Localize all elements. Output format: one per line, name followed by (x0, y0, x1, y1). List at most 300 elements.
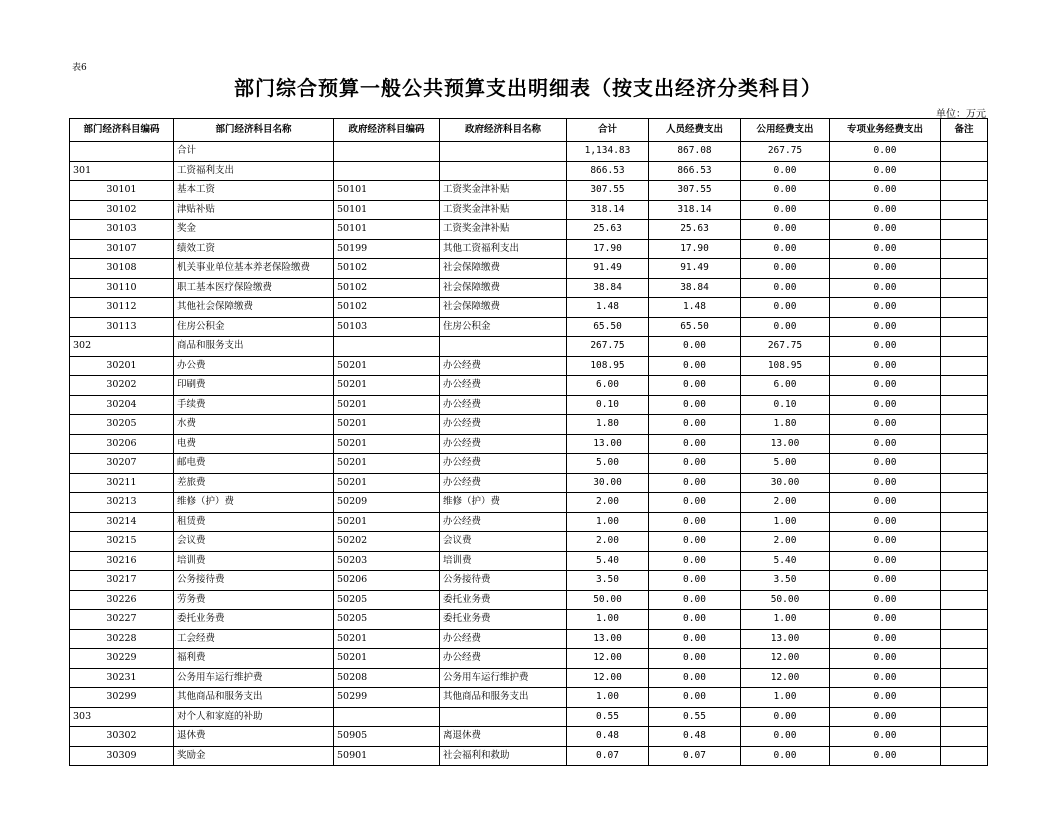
cell-total: 0.10 (567, 395, 649, 415)
cell-dept-code: 30101 (70, 181, 174, 201)
table-row (70, 376, 988, 396)
table-row (70, 571, 988, 591)
cell-total: 5.00 (567, 454, 649, 474)
table-row (70, 688, 988, 708)
cell-note (941, 356, 988, 376)
table-number-label: 表6 (72, 63, 87, 73)
cell-personnel: 17.90 (649, 239, 741, 259)
cell-note (941, 610, 988, 630)
cell-note (941, 473, 988, 493)
cell-public: 0.00 (741, 220, 830, 240)
table-row (70, 493, 988, 513)
table-row (70, 629, 988, 649)
cell-note (941, 434, 988, 454)
cell-dept-code: 302 (70, 337, 174, 357)
cell-dept-code: 30205 (70, 415, 174, 435)
cell-personnel: 0.00 (649, 590, 741, 610)
cell-personnel: 0.00 (649, 512, 741, 532)
cell-special: 0.00 (830, 356, 941, 376)
cell-dept-name: 机关事业单位基本养老保险缴费 (174, 259, 334, 279)
cell-gov-name (440, 161, 567, 181)
cell-note (941, 161, 988, 181)
cell-public: 50.00 (741, 590, 830, 610)
cell-total: 91.49 (567, 259, 649, 279)
cell-note (941, 259, 988, 279)
cell-gov-code: 50201 (334, 415, 440, 435)
cell-total: 38.84 (567, 278, 649, 298)
cell-dept-name: 委托业务费 (174, 610, 334, 630)
cell-personnel: 25.63 (649, 220, 741, 240)
cell-dept-name: 津贴补贴 (174, 200, 334, 220)
cell-gov-name: 离退休费 (440, 727, 567, 747)
cell-dept-name: 奖金 (174, 220, 334, 240)
cell-gov-code: 50201 (334, 649, 440, 669)
cell-public: 0.00 (741, 181, 830, 201)
cell-dept-name: 奖励金 (174, 746, 334, 766)
cell-public: 0.00 (741, 746, 830, 766)
cell-dept-code: 30113 (70, 317, 174, 337)
cell-gov-code (334, 337, 440, 357)
cell-gov-name: 会议费 (440, 532, 567, 552)
cell-dept-name: 会议费 (174, 532, 334, 552)
cell-note (941, 142, 988, 162)
cell-special: 0.00 (830, 278, 941, 298)
cell-dept-code: 30216 (70, 551, 174, 571)
cell-dept-code: 30227 (70, 610, 174, 630)
cell-special: 0.00 (830, 415, 941, 435)
cell-gov-name: 其他商品和服务支出 (440, 688, 567, 708)
cell-dept-code: 30102 (70, 200, 174, 220)
cell-dept-code: 30211 (70, 473, 174, 493)
header-total: 合计 (567, 119, 649, 142)
table-row (70, 317, 988, 337)
cell-public: 267.75 (741, 337, 830, 357)
cell-public: 0.00 (741, 239, 830, 259)
table-row (70, 727, 988, 747)
cell-public: 1.00 (741, 688, 830, 708)
cell-dept-name: 绩效工资 (174, 239, 334, 259)
cell-dept-name: 工资福利支出 (174, 161, 334, 181)
cell-public: 2.00 (741, 532, 830, 552)
cell-gov-name (440, 337, 567, 357)
cell-gov-code: 50209 (334, 493, 440, 513)
table-body (70, 142, 988, 766)
cell-total: 2.00 (567, 532, 649, 552)
table-row (70, 610, 988, 630)
cell-public: 2.00 (741, 493, 830, 513)
table-row (70, 551, 988, 571)
cell-gov-code: 50201 (334, 376, 440, 396)
table-row (70, 746, 988, 766)
cell-personnel: 0.00 (649, 493, 741, 513)
header-note: 备注 (941, 119, 988, 142)
cell-gov-code: 50201 (334, 395, 440, 415)
cell-gov-name: 住房公积金 (440, 317, 567, 337)
cell-dept-code: 30229 (70, 649, 174, 669)
cell-total: 108.95 (567, 356, 649, 376)
cell-dept-name: 差旅费 (174, 473, 334, 493)
cell-personnel: 318.14 (649, 200, 741, 220)
header-gov-name: 政府经济科目名称 (440, 119, 567, 142)
cell-gov-code: 50103 (334, 317, 440, 337)
cell-note (941, 415, 988, 435)
cell-personnel: 0.00 (649, 551, 741, 571)
table-row (70, 142, 988, 162)
cell-personnel: 0.00 (649, 688, 741, 708)
cell-note (941, 551, 988, 571)
cell-personnel: 0.00 (649, 376, 741, 396)
cell-gov-code: 50901 (334, 746, 440, 766)
cell-special: 0.00 (830, 317, 941, 337)
cell-personnel: 0.00 (649, 629, 741, 649)
cell-total: 2.00 (567, 493, 649, 513)
cell-special: 0.00 (830, 298, 941, 318)
cell-dept-name: 退休费 (174, 727, 334, 747)
cell-special: 0.00 (830, 746, 941, 766)
cell-gov-code (334, 707, 440, 727)
cell-gov-name: 培训费 (440, 551, 567, 571)
cell-dept-name: 其他商品和服务支出 (174, 688, 334, 708)
table-header-row (70, 119, 988, 142)
cell-total: 1.00 (567, 688, 649, 708)
cell-personnel: 0.48 (649, 727, 741, 747)
cell-note (941, 239, 988, 259)
table-row (70, 181, 988, 201)
cell-public: 0.00 (741, 317, 830, 337)
cell-public: 30.00 (741, 473, 830, 493)
cell-note (941, 317, 988, 337)
cell-public: 13.00 (741, 434, 830, 454)
cell-note (941, 649, 988, 669)
cell-dept-code: 30215 (70, 532, 174, 552)
cell-note (941, 707, 988, 727)
cell-total: 6.00 (567, 376, 649, 396)
header-gov-code: 政府经济科目编码 (334, 119, 440, 142)
cell-personnel: 0.00 (649, 415, 741, 435)
table-row (70, 434, 988, 454)
table-row (70, 278, 988, 298)
cell-note (941, 200, 988, 220)
table-row (70, 161, 988, 181)
cell-gov-name (440, 707, 567, 727)
cell-special: 0.00 (830, 473, 941, 493)
cell-special: 0.00 (830, 629, 941, 649)
cell-total: 1,134.83 (567, 142, 649, 162)
cell-gov-name: 社会福利和救助 (440, 746, 567, 766)
cell-special: 0.00 (830, 707, 941, 727)
cell-public: 12.00 (741, 668, 830, 688)
cell-gov-name: 办公经费 (440, 356, 567, 376)
cell-gov-name: 办公经费 (440, 512, 567, 532)
header-special: 专项业务经费支出 (830, 119, 941, 142)
cell-personnel: 0.00 (649, 649, 741, 669)
cell-gov-code (334, 161, 440, 181)
cell-note (941, 688, 988, 708)
cell-dept-name: 劳务费 (174, 590, 334, 610)
cell-dept-name: 印刷费 (174, 376, 334, 396)
cell-gov-code: 50101 (334, 181, 440, 201)
cell-personnel: 0.00 (649, 454, 741, 474)
cell-special: 0.00 (830, 181, 941, 201)
cell-special: 0.00 (830, 376, 941, 396)
cell-dept-name: 对个人和家庭的补助 (174, 707, 334, 727)
cell-personnel: 866.53 (649, 161, 741, 181)
header-dept-code: 部门经济科目编码 (70, 119, 174, 142)
cell-special: 0.00 (830, 688, 941, 708)
cell-public: 108.95 (741, 356, 830, 376)
cell-dept-name: 基本工资 (174, 181, 334, 201)
cell-public: 267.75 (741, 142, 830, 162)
cell-note (941, 571, 988, 591)
cell-dept-code: 30309 (70, 746, 174, 766)
table-row (70, 259, 988, 279)
table-row (70, 415, 988, 435)
cell-dept-name: 职工基本医疗保险缴费 (174, 278, 334, 298)
cell-special: 0.00 (830, 551, 941, 571)
cell-special: 0.00 (830, 493, 941, 513)
cell-gov-name: 办公经费 (440, 454, 567, 474)
table-row (70, 200, 988, 220)
cell-total: 13.00 (567, 434, 649, 454)
cell-public: 0.10 (741, 395, 830, 415)
cell-public: 0.00 (741, 707, 830, 727)
cell-note (941, 278, 988, 298)
cell-note (941, 668, 988, 688)
cell-personnel: 0.55 (649, 707, 741, 727)
cell-personnel: 38.84 (649, 278, 741, 298)
table-row (70, 395, 988, 415)
cell-total: 5.40 (567, 551, 649, 571)
cell-public: 0.00 (741, 259, 830, 279)
cell-gov-name: 社会保障缴费 (440, 278, 567, 298)
cell-gov-name: 社会保障缴费 (440, 259, 567, 279)
cell-dept-name: 办公费 (174, 356, 334, 376)
cell-gov-name: 工资奖金津补贴 (440, 181, 567, 201)
cell-personnel: 1.48 (649, 298, 741, 318)
cell-dept-code: 30214 (70, 512, 174, 532)
cell-gov-name (440, 142, 567, 162)
cell-dept-name: 合计 (174, 142, 334, 162)
cell-dept-name: 维修（护）费 (174, 493, 334, 513)
cell-gov-name: 办公经费 (440, 629, 567, 649)
cell-dept-code: 30207 (70, 454, 174, 474)
cell-dept-code: 30112 (70, 298, 174, 318)
cell-special: 0.00 (830, 220, 941, 240)
cell-public: 5.40 (741, 551, 830, 571)
cell-public: 1.80 (741, 415, 830, 435)
table-row (70, 590, 988, 610)
cell-note (941, 629, 988, 649)
header-personnel: 人员经费支出 (649, 119, 741, 142)
cell-total: 1.80 (567, 415, 649, 435)
cell-dept-name: 商品和服务支出 (174, 337, 334, 357)
cell-gov-name: 社会保障缴费 (440, 298, 567, 318)
cell-public: 0.00 (741, 200, 830, 220)
cell-special: 0.00 (830, 532, 941, 552)
table-row (70, 298, 988, 318)
cell-personnel: 0.00 (649, 337, 741, 357)
cell-dept-code: 30226 (70, 590, 174, 610)
header-public: 公用经费支出 (741, 119, 830, 142)
cell-gov-code (334, 142, 440, 162)
cell-dept-code: 30107 (70, 239, 174, 259)
cell-special: 0.00 (830, 337, 941, 357)
cell-total: 267.75 (567, 337, 649, 357)
cell-public: 13.00 (741, 629, 830, 649)
cell-total: 307.55 (567, 181, 649, 201)
cell-gov-code: 50102 (334, 259, 440, 279)
cell-personnel: 0.00 (649, 532, 741, 552)
cell-total: 0.48 (567, 727, 649, 747)
page-title: 部门综合预算一般公共预算支出明细表（按支出经济分类科目） (234, 76, 822, 100)
cell-note (941, 590, 988, 610)
cell-total: 866.53 (567, 161, 649, 181)
cell-public: 0.00 (741, 727, 830, 747)
cell-special: 0.00 (830, 161, 941, 181)
cell-gov-code: 50202 (334, 532, 440, 552)
cell-dept-code: 30201 (70, 356, 174, 376)
cell-special: 0.00 (830, 512, 941, 532)
cell-gov-name: 其他工资福利支出 (440, 239, 567, 259)
cell-special: 0.00 (830, 200, 941, 220)
cell-special: 0.00 (830, 571, 941, 591)
cell-public: 3.50 (741, 571, 830, 591)
cell-personnel: 0.00 (649, 571, 741, 591)
cell-special: 0.00 (830, 434, 941, 454)
table-row (70, 356, 988, 376)
cell-public: 6.00 (741, 376, 830, 396)
cell-gov-code: 50299 (334, 688, 440, 708)
cell-total: 25.63 (567, 220, 649, 240)
cell-note (941, 532, 988, 552)
table-row (70, 649, 988, 669)
cell-note (941, 727, 988, 747)
cell-public: 12.00 (741, 649, 830, 669)
cell-public: 0.00 (741, 278, 830, 298)
cell-note (941, 337, 988, 357)
cell-gov-code: 50205 (334, 610, 440, 630)
cell-personnel: 0.00 (649, 610, 741, 630)
cell-dept-code: 30231 (70, 668, 174, 688)
cell-total: 30.00 (567, 473, 649, 493)
cell-personnel: 0.00 (649, 473, 741, 493)
cell-gov-code: 50208 (334, 668, 440, 688)
cell-public: 0.00 (741, 298, 830, 318)
cell-total: 3.50 (567, 571, 649, 591)
cell-note (941, 493, 988, 513)
cell-total: 1.00 (567, 610, 649, 630)
cell-special: 0.00 (830, 649, 941, 669)
cell-special: 0.00 (830, 668, 941, 688)
cell-special: 0.00 (830, 142, 941, 162)
cell-note (941, 298, 988, 318)
cell-dept-name: 电费 (174, 434, 334, 454)
cell-personnel: 0.00 (649, 395, 741, 415)
cell-personnel: 0.00 (649, 356, 741, 376)
cell-dept-code: 30206 (70, 434, 174, 454)
cell-personnel: 65.50 (649, 317, 741, 337)
table-row (70, 668, 988, 688)
cell-dept-name: 邮电费 (174, 454, 334, 474)
cell-total: 318.14 (567, 200, 649, 220)
cell-gov-code: 50199 (334, 239, 440, 259)
cell-gov-name: 办公经费 (440, 376, 567, 396)
cell-public: 5.00 (741, 454, 830, 474)
cell-total: 0.07 (567, 746, 649, 766)
cell-public: 1.00 (741, 512, 830, 532)
cell-special: 0.00 (830, 239, 941, 259)
cell-dept-name: 工会经费 (174, 629, 334, 649)
cell-dept-code (70, 142, 174, 162)
cell-dept-name: 水费 (174, 415, 334, 435)
cell-special: 0.00 (830, 395, 941, 415)
cell-total: 1.00 (567, 512, 649, 532)
cell-dept-code: 30108 (70, 259, 174, 279)
table-row (70, 239, 988, 259)
table-row (70, 473, 988, 493)
cell-gov-name: 委托业务费 (440, 590, 567, 610)
unit-label: 单位：万元 (936, 109, 986, 120)
cell-dept-code: 30228 (70, 629, 174, 649)
cell-total: 65.50 (567, 317, 649, 337)
table-row (70, 220, 988, 240)
cell-personnel: 0.00 (649, 434, 741, 454)
cell-special: 0.00 (830, 610, 941, 630)
cell-gov-code: 50201 (334, 473, 440, 493)
cell-public: 0.00 (741, 161, 830, 181)
cell-total: 12.00 (567, 649, 649, 669)
budget-detail-table (69, 118, 988, 766)
cell-gov-name: 工资奖金津补贴 (440, 220, 567, 240)
cell-special: 0.00 (830, 590, 941, 610)
cell-personnel: 307.55 (649, 181, 741, 201)
cell-dept-code: 30103 (70, 220, 174, 240)
cell-special: 0.00 (830, 259, 941, 279)
cell-gov-code: 50201 (334, 356, 440, 376)
cell-total: 1.48 (567, 298, 649, 318)
cell-gov-name: 办公经费 (440, 434, 567, 454)
cell-gov-code: 50201 (334, 434, 440, 454)
cell-personnel: 91.49 (649, 259, 741, 279)
cell-dept-code: 30213 (70, 493, 174, 513)
cell-dept-name: 手续费 (174, 395, 334, 415)
cell-gov-code: 50102 (334, 278, 440, 298)
cell-total: 13.00 (567, 629, 649, 649)
cell-gov-code: 50201 (334, 512, 440, 532)
cell-gov-name: 办公经费 (440, 473, 567, 493)
cell-gov-code: 50102 (334, 298, 440, 318)
cell-total: 50.00 (567, 590, 649, 610)
cell-gov-name: 公务接待费 (440, 571, 567, 591)
cell-gov-code: 50203 (334, 551, 440, 571)
cell-dept-name: 住房公积金 (174, 317, 334, 337)
cell-note (941, 746, 988, 766)
table-row (70, 454, 988, 474)
cell-dept-name: 公务接待费 (174, 571, 334, 591)
cell-note (941, 376, 988, 396)
cell-gov-code: 50201 (334, 629, 440, 649)
cell-dept-code: 30217 (70, 571, 174, 591)
cell-dept-code: 301 (70, 161, 174, 181)
cell-note (941, 220, 988, 240)
cell-personnel: 867.08 (649, 142, 741, 162)
cell-total: 12.00 (567, 668, 649, 688)
cell-note (941, 512, 988, 532)
cell-dept-name: 培训费 (174, 551, 334, 571)
cell-personnel: 0.00 (649, 668, 741, 688)
table-row (70, 337, 988, 357)
cell-special: 0.00 (830, 454, 941, 474)
